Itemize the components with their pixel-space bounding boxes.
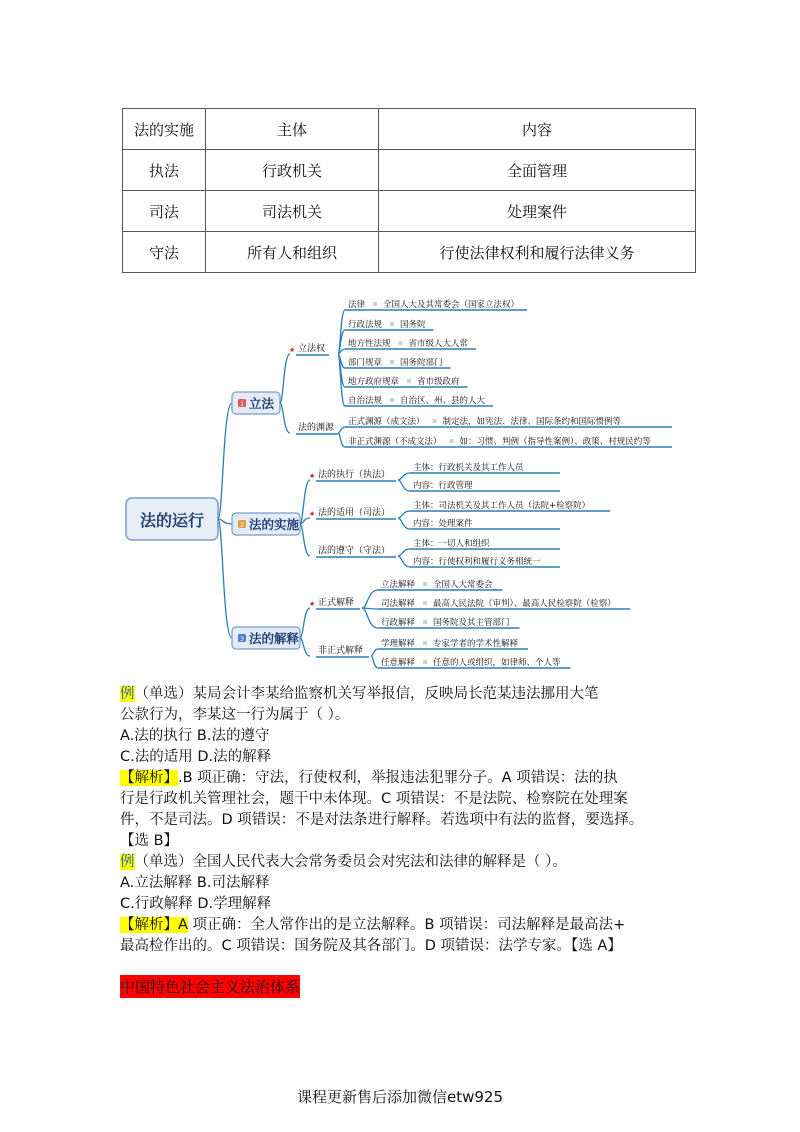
connector-line	[398, 480, 410, 491]
category-label: 正式解释	[318, 598, 355, 608]
connector-line	[371, 656, 378, 668]
analysis-line: 件，不是司法。D 项错误：不是对法条进行解释。若选项中有法的监督，要选择。	[120, 812, 644, 828]
options-line: C.行政解释 D.学理解释	[120, 896, 272, 912]
table-row	[123, 232, 696, 273]
law-maker-label: 省市级政府	[417, 377, 460, 387]
question-line	[120, 852, 710, 873]
options-line: C.法的适用 D.法的解释	[120, 749, 272, 765]
table-cell: 司法	[123, 191, 206, 232]
implementation-detail: 主体：司法机关及其工作人员（法院+检察院）	[413, 501, 591, 511]
bullet-dot	[399, 341, 403, 345]
category-label: 法的渊源	[298, 423, 335, 433]
connector-line	[280, 354, 290, 403]
law-operation-mindmap	[0, 290, 800, 680]
law-type-label: 自治法规	[348, 396, 383, 406]
connector-line	[300, 524, 310, 556]
root-branch-connector	[218, 519, 232, 524]
analysis-line: 行是行政机关管理社会，题干中未体现。C 项错误：不是法院、检察院在处理案	[120, 791, 628, 807]
analysis-line	[120, 768, 710, 789]
law-maker-label: 省市级人大人常	[408, 339, 469, 349]
category-label: 法的遵守（守法）	[318, 546, 391, 556]
category-label: 立法权	[298, 344, 326, 354]
source-type-label: 非正式渊源（不成文法）	[348, 437, 442, 447]
connector-line	[338, 427, 345, 433]
law-type-label: 行政法规	[348, 320, 383, 330]
source-type-label: 正式渊源（成文法）	[348, 417, 425, 427]
analysis-line: 最高检作出的。C 项错误：国务院及其各部门。D 项错误：法学专家。【选 A】	[120, 938, 622, 954]
analysis-tag: 【解析】	[120, 770, 178, 786]
category-label: 非正式解释	[318, 646, 364, 656]
bullet-dot	[423, 620, 427, 624]
law-type-label: 地方政府规章	[348, 377, 400, 387]
analysis-tag: 【解析】A	[120, 917, 188, 933]
table-cell: 所有人和组织	[206, 232, 379, 273]
interpretation-type: 立法解释	[381, 580, 416, 590]
bullet-dot	[423, 601, 427, 605]
interpretation-maker: 国务院及其主管部门	[433, 618, 510, 628]
branch-label: 法的实施	[249, 517, 300, 532]
connector-line	[398, 473, 410, 480]
connector-line	[398, 511, 410, 518]
interpretation-maker: 任意的人或组织，如律师、个人等	[433, 658, 561, 668]
bullet-dot	[373, 302, 377, 306]
implementation-detail: 内容：行使权利和履行义务相统一	[413, 557, 541, 567]
bullet-dot	[390, 398, 394, 402]
implementation-detail: 内容：行政管理	[413, 481, 473, 491]
connector-line	[280, 403, 290, 433]
table-cell: 行政机关	[206, 150, 379, 191]
connector-line	[338, 433, 345, 447]
table-header-row	[123, 109, 696, 150]
question-text: （单选）某局会计李某给监察机关写举报信，反映局长范某违法挪用大笔	[134, 686, 599, 702]
branch-number: 1	[240, 401, 244, 408]
table-cell: 全面管理	[379, 150, 696, 191]
table-cell: 处理案件	[379, 191, 696, 232]
law-type-label: 地方性法规	[348, 339, 391, 349]
connector-line	[398, 556, 410, 567]
connector-line	[398, 518, 410, 529]
options-line: A.法的执行 B.法的遵守	[120, 728, 270, 744]
source-desc-label: 制定法，如宪法、法律、国际条约和国际惯例等	[442, 417, 622, 427]
root-branch-connector	[218, 519, 232, 638]
bullet-dot	[423, 660, 427, 664]
bullet-dot	[407, 379, 411, 383]
table-header-cell: 主体	[206, 109, 379, 150]
law-maker-label: 自治区、州、县的人大	[400, 396, 486, 406]
question-text: （单选）全国人民代表大会常务委员会对宪法和法律的解释是（ ）。	[134, 854, 567, 870]
implementation-detail: 内容：处理案件	[413, 519, 473, 529]
branch-number: 3	[240, 636, 244, 643]
interpretation-maker: 全国人大常委会	[433, 580, 493, 590]
question-2	[120, 852, 710, 957]
table-cell: 执法	[123, 150, 206, 191]
connector-line	[398, 549, 410, 556]
interpretation-type: 学理解释	[381, 639, 416, 649]
table-cell: 行使法律权利和履行法律义务	[379, 232, 696, 273]
analysis-text: 项正确：全人常作出的是立法解释。B 项错误：司法解释是最高法+	[187, 917, 626, 933]
table-cell: 守法	[123, 232, 206, 273]
example-tag: 例	[120, 854, 135, 870]
analysis-text: .B 项正确：守法，行使权利，举报违法犯罪分子。A 项错误：法的执	[178, 770, 618, 786]
interpretation-maker: 专家学者的学术性解释	[433, 639, 519, 649]
category-label: 法的适用（司法）	[318, 508, 391, 518]
interpretation-type: 行政解释	[381, 618, 416, 628]
bullet-dot	[390, 322, 394, 326]
star-icon: ★	[289, 346, 296, 354]
connector-line	[371, 649, 378, 656]
connector-line	[300, 638, 310, 656]
table-header-cell: 内容	[379, 109, 696, 150]
question-line: 公款行为，李某这一行为属于（ ）。	[120, 707, 350, 723]
root-node-label: 法的运行	[139, 511, 205, 530]
connector-line	[338, 310, 345, 354]
law-maker-label: 国务院	[400, 320, 426, 330]
connector-line	[362, 608, 378, 628]
connector-line	[300, 608, 310, 638]
law-type-label: 部门规章	[348, 358, 383, 368]
interpretation-type: 司法解释	[381, 599, 416, 609]
options-line: A.立法解释 B.司法解释	[120, 875, 270, 891]
example-tag: 例	[120, 686, 135, 702]
bullet-dot	[450, 439, 454, 443]
bullet-dot	[433, 419, 437, 423]
question-1	[120, 684, 710, 852]
interpretation-type: 任意解释	[381, 658, 416, 668]
table-header-cell: 法的实施	[123, 109, 206, 150]
connector-line	[362, 590, 378, 608]
star-icon: ★	[309, 600, 316, 608]
bullet-dot	[423, 641, 427, 645]
table-row	[123, 150, 696, 191]
category-label: 法的执行（执法）	[318, 470, 391, 480]
branch-number: 2	[240, 522, 244, 529]
section-title: 中国特色社会主义法治体系	[120, 975, 300, 998]
question-line	[120, 684, 710, 705]
law-maker-label: 全国人大及其常委会（国家立法权）	[383, 300, 520, 310]
law-maker-label: 国务院部门	[400, 358, 443, 368]
implementation-table	[122, 108, 696, 273]
branch-label: 立法	[249, 396, 275, 411]
source-desc-label: 如：习惯、判例（指导性案例）、政策、村规民约等	[459, 437, 651, 447]
law-type-label: 法律	[348, 300, 366, 310]
implementation-detail: 主体：行政机关及其工作人员	[413, 463, 524, 473]
implementation-detail: 主体：一切人和组织	[413, 539, 490, 549]
branch-label: 法的解释	[249, 631, 300, 646]
interpretation-maker: 最高人民法院（审判）、最高人民检察院（检察）	[433, 599, 616, 609]
bullet-dot	[423, 582, 427, 586]
bullet-dot	[390, 360, 394, 364]
star-icon: ★	[309, 472, 316, 480]
analysis-line	[120, 915, 710, 936]
answer-line: 【选 B】	[120, 833, 179, 849]
footer-note: 课程更新售后添加微信etw925	[296, 1088, 503, 1106]
table-row	[123, 191, 696, 232]
root-branch-connector	[218, 403, 232, 519]
star-icon: ★	[309, 510, 316, 518]
table-cell: 司法机关	[206, 191, 379, 232]
